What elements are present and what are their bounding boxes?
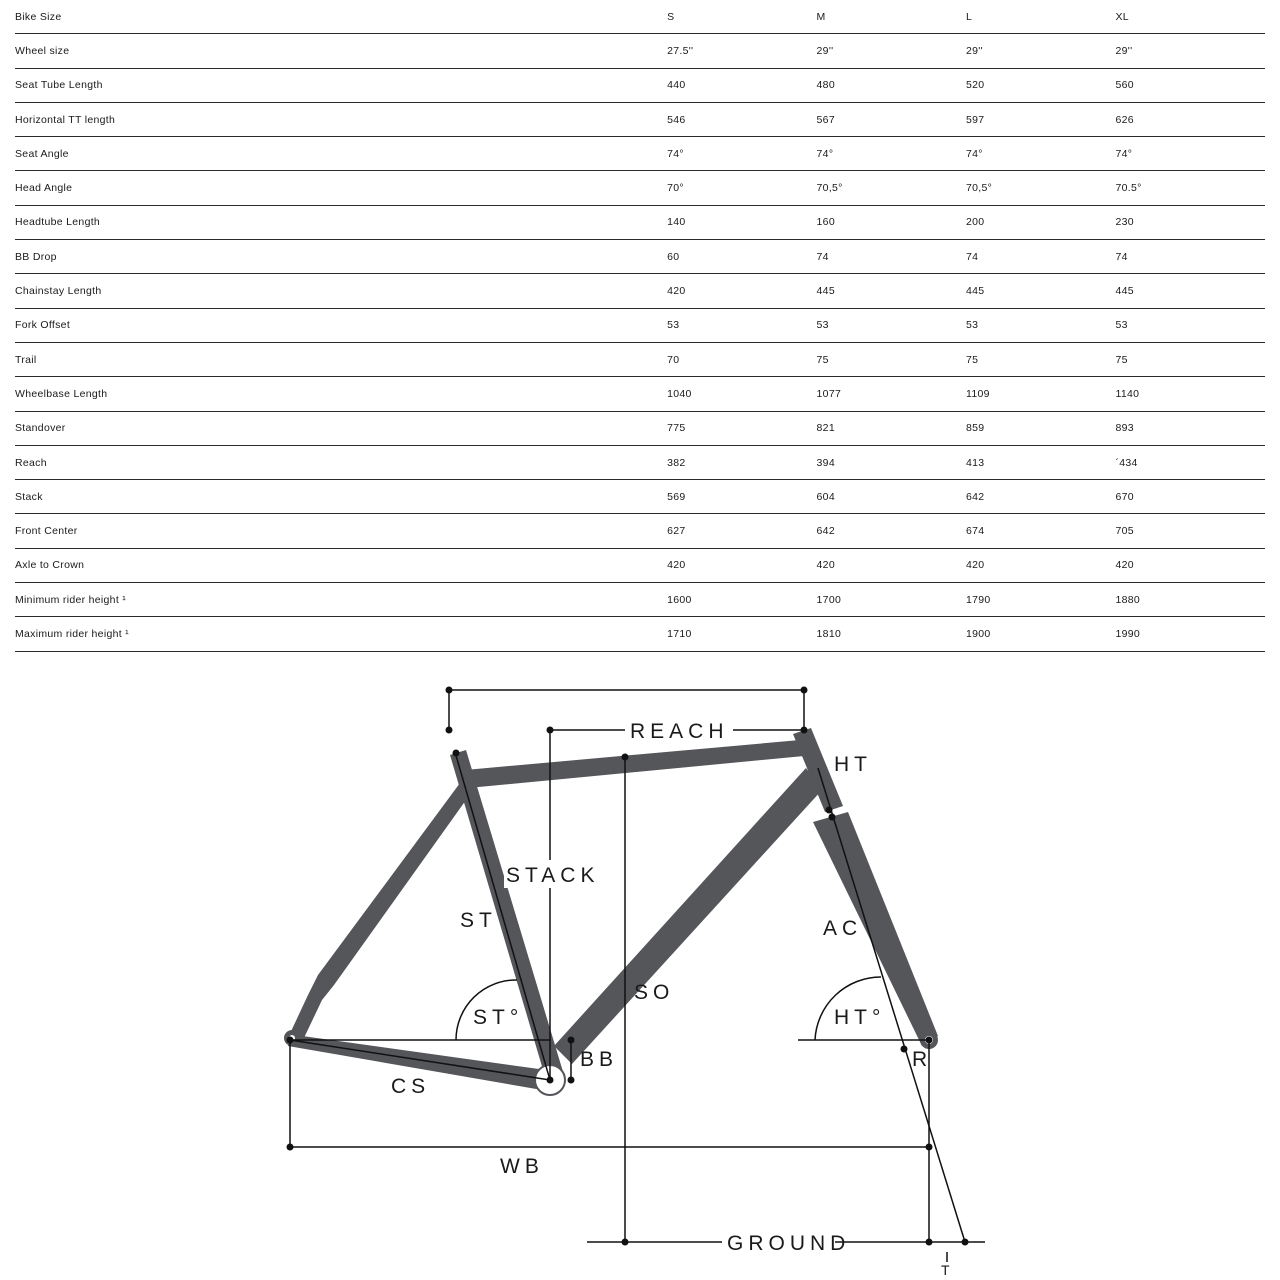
- row-value: 74°: [966, 137, 1115, 171]
- row-value: 567: [817, 102, 966, 136]
- row-value: 626: [1115, 102, 1265, 136]
- row-value: 1109: [966, 377, 1115, 411]
- row-value: 480: [817, 68, 966, 102]
- row-value: 29'': [966, 34, 1115, 68]
- table-row: [15, 480, 1265, 514]
- bike-frame: [287, 728, 938, 1090]
- row-value: 413: [966, 445, 1115, 479]
- point: [926, 1144, 933, 1151]
- row-value: 420: [667, 274, 816, 308]
- row-value: 74: [966, 240, 1115, 274]
- table-row: [15, 377, 1265, 411]
- row-value: 75: [966, 342, 1115, 376]
- row-value: 546: [667, 102, 816, 136]
- row-value: 74: [1115, 240, 1265, 274]
- row-value: 520: [966, 68, 1115, 102]
- row-label: Standover: [15, 411, 667, 445]
- row-value: 53: [817, 308, 966, 342]
- top-tube: [465, 740, 804, 788]
- ac-label: AC: [823, 917, 863, 940]
- row-value: 74: [817, 240, 966, 274]
- row-value: 60: [667, 240, 816, 274]
- st-angle-label: ST°: [473, 1006, 524, 1029]
- table-row: [15, 102, 1265, 136]
- row-label: Reach: [15, 445, 667, 479]
- row-value: 1880: [1115, 583, 1265, 617]
- st-label: ST: [460, 909, 497, 932]
- bb-label: BB: [580, 1048, 619, 1071]
- point: [568, 1077, 575, 1084]
- row-value: 70,5°: [817, 171, 966, 205]
- table-row: [15, 342, 1265, 376]
- r-label: R: [912, 1048, 933, 1071]
- row-label: Wheel size: [15, 34, 667, 68]
- row-label: Head Angle: [15, 171, 667, 205]
- table-row: [15, 171, 1265, 205]
- row-value: 140: [667, 205, 816, 239]
- row-value: 893: [1115, 411, 1265, 445]
- row-value: 1790: [966, 583, 1115, 617]
- row-label: Minimum rider height ¹: [15, 583, 667, 617]
- row-value: 642: [966, 480, 1115, 514]
- point: [622, 1239, 629, 1246]
- frame-geometry-diagram: [0, 660, 1280, 1280]
- point: [801, 727, 808, 734]
- row-label: Stack: [15, 480, 667, 514]
- point: [801, 687, 808, 694]
- row-label: Maximum rider height ¹: [15, 617, 667, 651]
- row-value: 74°: [817, 137, 966, 171]
- row-value: 75: [817, 342, 966, 376]
- row-value: 420: [817, 548, 966, 582]
- table-row: [15, 205, 1265, 239]
- row-value: 445: [1115, 274, 1265, 308]
- size-l: L: [966, 0, 1115, 34]
- row-value: 200: [966, 205, 1115, 239]
- down-tube: [554, 768, 822, 1064]
- row-value: 1810: [817, 617, 966, 651]
- point: [901, 1046, 908, 1053]
- table-row: [15, 240, 1265, 274]
- ht-angle-label: HT°: [834, 1006, 886, 1029]
- bottle-mount: [513, 923, 519, 929]
- ht-label: HT: [834, 753, 872, 776]
- table-row: [15, 445, 1265, 479]
- bottle-mount: [524, 963, 530, 969]
- row-label: Seat Tube Length: [15, 68, 667, 102]
- row-value: 420: [966, 548, 1115, 582]
- table-row: [15, 583, 1265, 617]
- row-label: Trail: [15, 342, 667, 376]
- row-value: 775: [667, 411, 816, 445]
- row-value: 382: [667, 445, 816, 479]
- point: [287, 1037, 294, 1044]
- row-value: 597: [966, 102, 1115, 136]
- geometry-table: [15, 0, 1265, 652]
- bottle-mount: [628, 967, 634, 973]
- row-value: 1710: [667, 617, 816, 651]
- table-row: [15, 34, 1265, 68]
- row-value: 29'': [1115, 34, 1265, 68]
- row-value: 821: [817, 411, 966, 445]
- row-value: 70: [667, 342, 816, 376]
- row-value: 642: [817, 514, 966, 548]
- geometry-table-body: [15, 0, 1265, 651]
- point: [547, 1077, 554, 1084]
- row-value: 29'': [817, 34, 966, 68]
- row-value: 674: [966, 514, 1115, 548]
- point: [829, 814, 836, 821]
- table-row: [15, 137, 1265, 171]
- row-value: 1140: [1115, 377, 1265, 411]
- row-label: Axle to Crown: [15, 548, 667, 582]
- row-value: 1700: [817, 583, 966, 617]
- row-value: 74°: [1115, 137, 1265, 171]
- row-label: Seat Angle: [15, 137, 667, 171]
- table-row: [15, 411, 1265, 445]
- row-value: 74°: [667, 137, 816, 171]
- cs-label: CS: [391, 1075, 431, 1098]
- table-row: [15, 548, 1265, 582]
- row-value: 670: [1115, 480, 1265, 514]
- table-row: [15, 308, 1265, 342]
- row-value: 70,5°: [966, 171, 1115, 205]
- row-value: 53: [667, 308, 816, 342]
- reach-label: REACH: [630, 720, 729, 743]
- ground-label: GROUND: [727, 1232, 851, 1255]
- row-value: 420: [667, 548, 816, 582]
- row-value: 604: [817, 480, 966, 514]
- row-label: Fork Offset: [15, 308, 667, 342]
- row-value: 440: [667, 68, 816, 102]
- stack-label: STACK: [506, 864, 600, 887]
- row-value: 70°: [667, 171, 816, 205]
- point: [962, 1239, 969, 1246]
- row-value: 1990: [1115, 617, 1265, 651]
- table-header-row: [15, 0, 1265, 34]
- row-value: 1040: [667, 377, 816, 411]
- table-row: [15, 617, 1265, 651]
- seat-stay: [287, 783, 471, 1040]
- row-value: 445: [817, 274, 966, 308]
- row-value: 1600: [667, 583, 816, 617]
- table-row: [15, 274, 1265, 308]
- table-row: [15, 514, 1265, 548]
- t-label: T: [941, 1262, 955, 1278]
- row-value: 705: [1115, 514, 1265, 548]
- cs-line: [290, 1040, 550, 1080]
- point: [287, 1144, 294, 1151]
- row-value: 627: [667, 514, 816, 548]
- row-label: Front Center: [15, 514, 667, 548]
- row-value: 53: [966, 308, 1115, 342]
- header-label: Bike Size: [15, 0, 667, 34]
- row-value: 160: [817, 205, 966, 239]
- point: [453, 750, 460, 757]
- row-value: 569: [667, 480, 816, 514]
- row-value: 1900: [966, 617, 1115, 651]
- point: [446, 727, 453, 734]
- point: [547, 727, 554, 734]
- point: [568, 1037, 575, 1044]
- row-value: 445: [966, 274, 1115, 308]
- size-m: M: [817, 0, 966, 34]
- so-label: SO: [634, 981, 675, 1004]
- row-label: BB Drop: [15, 240, 667, 274]
- point: [622, 754, 629, 761]
- size-s: S: [667, 0, 816, 34]
- size-xl: XL: [1115, 0, 1265, 34]
- table-row: [15, 68, 1265, 102]
- row-value: 230: [1115, 205, 1265, 239]
- row-value: 560: [1115, 68, 1265, 102]
- row-value: 420: [1115, 548, 1265, 582]
- point: [926, 1239, 933, 1246]
- row-value: 75: [1115, 342, 1265, 376]
- bottle-mount: [654, 938, 660, 944]
- row-label: Horizontal TT length: [15, 102, 667, 136]
- row-value: 394: [817, 445, 966, 479]
- point: [926, 1037, 933, 1044]
- point: [826, 807, 833, 814]
- row-value: 70.5°: [1115, 171, 1265, 205]
- row-label: Headtube Length: [15, 205, 667, 239]
- row-value: 53: [1115, 308, 1265, 342]
- row-label: Chainstay Length: [15, 274, 667, 308]
- row-value: 1077: [817, 377, 966, 411]
- row-value: ´434: [1115, 445, 1265, 479]
- row-value: 27.5'': [667, 34, 816, 68]
- wb-label: WB: [500, 1155, 544, 1178]
- row-value: 859: [966, 411, 1115, 445]
- steering-axis-line: [818, 768, 965, 1242]
- row-label: Wheelbase Length: [15, 377, 667, 411]
- point: [446, 687, 453, 694]
